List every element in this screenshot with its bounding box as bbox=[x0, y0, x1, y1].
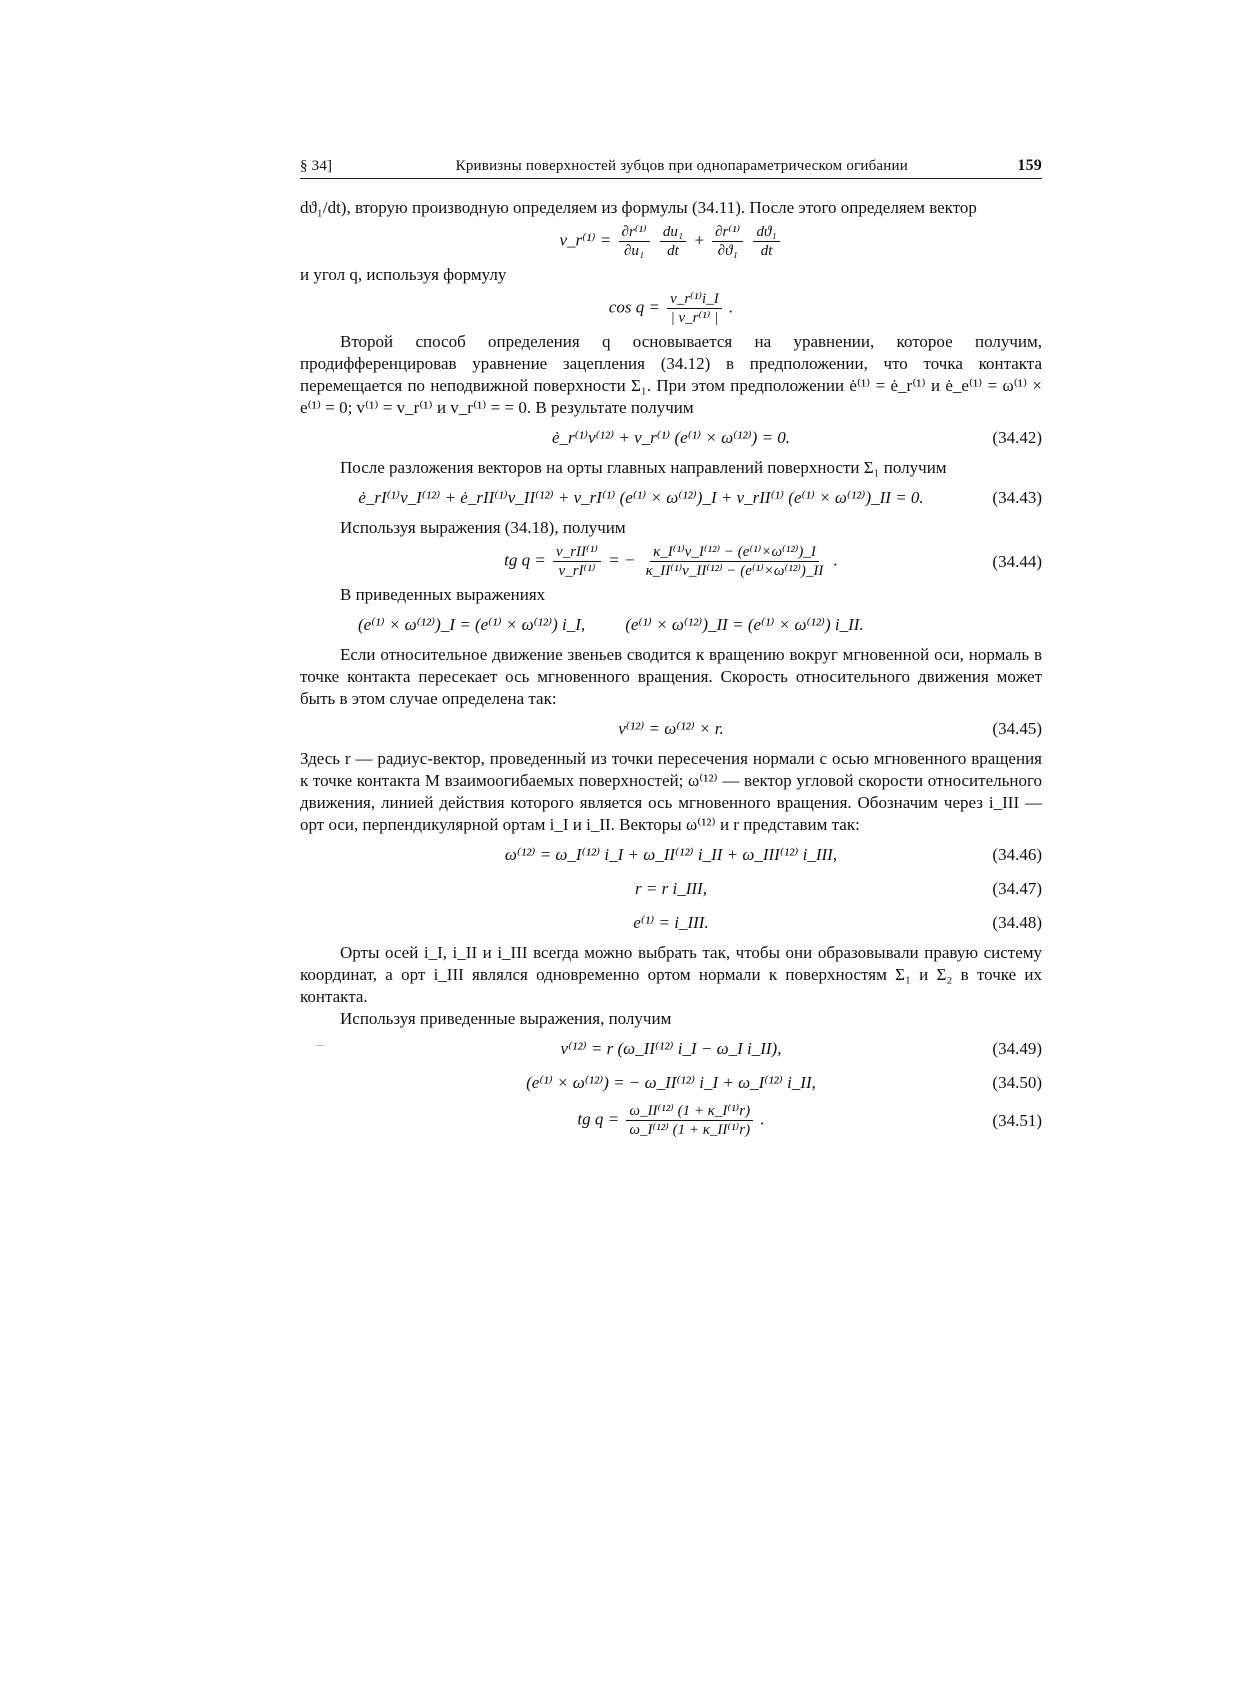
paragraph-10: Используя приведенные выражения, получим bbox=[340, 1009, 672, 1028]
equation-34-49: v⁽¹²⁾ = r (ω_II⁽¹²⁾ i_I − ω_I i_II), (34.49) bbox=[560, 1039, 1042, 1058]
frac-dr-dtheta: $\frac{\text{∂r⁽¹⁾}}{\text{∂ϑ₁}}$ bbox=[712, 223, 743, 260]
frac-curvature-ratio: $\frac{\text{κ\_I⁽¹⁾v\_I⁽¹²⁾ − (e⁽¹⁾×ω⁽¹²⁾)\_I}}{\text{κ\_II⁽¹⁾v\_II⁽¹²⁾ − (e⁽¹⁾×ω⁽¹²⁾)\_II}}$ bbox=[645, 544, 824, 579]
equation-cos-q: cos q = $\frac{\text{v\_r⁽¹⁾i\_I}}{\text{| v\_r⁽¹⁾ |}}$ . bbox=[608, 291, 734, 326]
frac-du-dt: $\frac{\text{du₁}}{dt}$ bbox=[660, 223, 686, 260]
paragraph-2: и угол q, используя формулу bbox=[300, 265, 507, 284]
page-body bbox=[300, 197, 1042, 1143]
eq-number-34-43: (34.43) bbox=[992, 488, 1042, 507]
equation-34-44: tg q = $\frac{\text{v\_rII⁽¹⁾}}{\text{v\_rI⁽¹⁾}}$ = − $\frac{\text{κ\_I⁽¹⁾v\_I⁽¹²⁾ − (e⁽¹⁾×ω⁽¹²⁾)\_I}}{\text{κ\_II⁽¹⁾v\_II⁽¹²⁾ − (e⁽¹⁾×ω⁽¹²⁾)\_II}}$ . (34.44) bbox=[504, 544, 1042, 579]
eq-number-34-45: (34.45) bbox=[992, 719, 1042, 738]
equation-components: (e⁽¹⁾ × ω⁽¹²⁾)_I = (e⁽¹⁾ × ω⁽¹²⁾) i_I, (e⁽¹⁾ × ω⁽¹²⁾)_II = (e⁽¹⁾ × ω⁽¹²⁾) i_II. bbox=[358, 615, 864, 634]
paragraph-5: Используя выражения (34.18), получим bbox=[340, 518, 626, 537]
equation-velocity-vr bbox=[300, 223, 1042, 260]
eq-number-34-47: (34.47) bbox=[992, 879, 1042, 898]
paragraph-4: После разложения векторов на орты главных направлений поверхности Σ₁ получим bbox=[340, 458, 947, 477]
equation-34-48: e⁽¹⁾ = i_III. (34.48) bbox=[633, 913, 1042, 932]
eq-number-34-46: (34.46) bbox=[992, 845, 1042, 864]
eq-number-34-42: (34.42) bbox=[992, 428, 1042, 447]
scan-mark bbox=[315, 1045, 325, 1046]
eq-vr-lhs: v_r⁽¹⁾ = bbox=[559, 230, 612, 250]
eq-number-34-48: (34.48) bbox=[992, 913, 1042, 932]
paragraph-6: В приведенных выражениях bbox=[340, 585, 546, 604]
frac-cos-q: $\frac{\text{v\_r⁽¹⁾i\_I}}{\text{| v\_r⁽¹⁾ |}}$ bbox=[667, 290, 722, 327]
running-header bbox=[300, 157, 1042, 179]
eq-number-34-49: (34.49) bbox=[992, 1039, 1042, 1058]
eq-vr-plus: + bbox=[693, 230, 705, 250]
frac-dr-du: $\frac{\text{∂r⁽¹⁾}}{\text{∂u₁}}$ bbox=[619, 223, 650, 260]
frac-dtheta-dt: $\frac{\text{dϑ₁}}{dt}$ bbox=[753, 223, 779, 260]
paragraph-7: Если относительное движение звеньев сводится к вращению вокруг мгновенной оси, нормаль в точке контакта пересекает ось мгновенного вращения. Скорость относительного движения может быть в этом случае определена так: bbox=[300, 645, 1042, 708]
paragraph-9: Орты осей i_I, i_II и i_III всегда можно выбрать так, чтобы они образовывали правую систему координат, а орт i_III являлся одновременно ортом нормали к поверхностям Σ₁ и Σ₂ в точке их контакта. bbox=[300, 943, 1042, 1006]
frac-tg-q-result: $\frac{\text{ω\_II⁽¹²⁾ (1 + κ\_I⁽¹⁾r)}}{\text{ω\_I⁽¹²⁾ (1 + κ\_II⁽¹⁾r)}}$ bbox=[626, 1102, 753, 1139]
eq-number-34-51: (34.51) bbox=[992, 1110, 1042, 1130]
section-ref: § 34] bbox=[300, 158, 333, 174]
paragraph-3: Второй способ определения q основывается на уравнении, которое получим, продифференцировав уравнение зацепления (34.12) в предположении, что точка контакта перемещается по неподвижной поверхности Σ₁. При этом предположении ė⁽¹⁾ = ė_r⁽¹⁾ и ė_e⁽¹⁾ = ω⁽¹⁾ × e⁽¹⁾ = 0; v⁽¹⁾ = v_r⁽¹⁾ и v_r⁽¹⁾ = = 0. В результате получим bbox=[300, 332, 1042, 417]
page-number: 159 bbox=[1017, 157, 1042, 174]
equation-34-43: ė_rI⁽¹⁾v_I⁽¹²⁾ + ė_rII⁽¹⁾v_II⁽¹²⁾ + v_rI⁽¹⁾ (e⁽¹⁾ × ω⁽¹²⁾)_I + v_rII⁽¹⁾ (e⁽¹⁾ × ω⁽¹²⁾)_II = 0. (34.43) bbox=[358, 488, 1042, 507]
equation-34-45: v⁽¹²⁾ = ω⁽¹²⁾ × r. (34.45) bbox=[618, 719, 1042, 738]
equation-34-50: (e⁽¹⁾ × ω⁽¹²⁾) = − ω_II⁽¹²⁾ i_I + ω_I⁽¹²⁾ i_II, (34.50) bbox=[526, 1073, 1042, 1092]
eq-number-34-44: (34.44) bbox=[992, 551, 1042, 571]
equation-34-47: r = r i_III, (34.47) bbox=[635, 879, 1042, 898]
paragraph-1: dϑ₁/dt), вторую производную определяем из формулы (34.11). После этого определяем вектор bbox=[300, 198, 977, 217]
equation-34-42: ė_r⁽¹⁾v⁽¹²⁾ + v_r⁽¹⁾ (e⁽¹⁾ × ω⁽¹²⁾) = 0. (34.42) bbox=[551, 428, 1042, 447]
equation-34-51: tg q = $\frac{\text{ω\_II⁽¹²⁾ (1 + κ\_I⁽¹⁾r)}}{\text{ω\_I⁽¹²⁾ (1 + κ\_II⁽¹⁾r)}}$ . (34.51) bbox=[577, 1103, 1042, 1138]
eq-number-34-50: (34.50) bbox=[992, 1073, 1042, 1092]
running-title: Кривизны поверхностей зубцов при однопараметрическом огибании bbox=[455, 158, 908, 174]
equation-34-46: ω⁽¹²⁾ = ω_I⁽¹²⁾ i_I + ω_II⁽¹²⁾ i_II + ω_III⁽¹²⁾ i_III, (34.46) bbox=[504, 845, 1042, 864]
paragraph-8: Здесь r — радиус-вектор, проведенный из точки пересечения нормали с осью мгновенного вращения к точке контакта M взаимоогибаемых поверхностей; ω⁽¹²⁾ — вектор угловой скорости относительного движения, линией действия которого является ось мгновенного вращения. Обозначим через i_III — орт оси, перпендикулярной ортам i_I и i_II. Векторы ω⁽¹²⁾ и r представим так: bbox=[300, 749, 1042, 834]
frac-vrII-vrI: $\frac{\text{v\_rII⁽¹⁾}}{\text{v\_rI⁽¹⁾}}$ bbox=[553, 543, 601, 580]
